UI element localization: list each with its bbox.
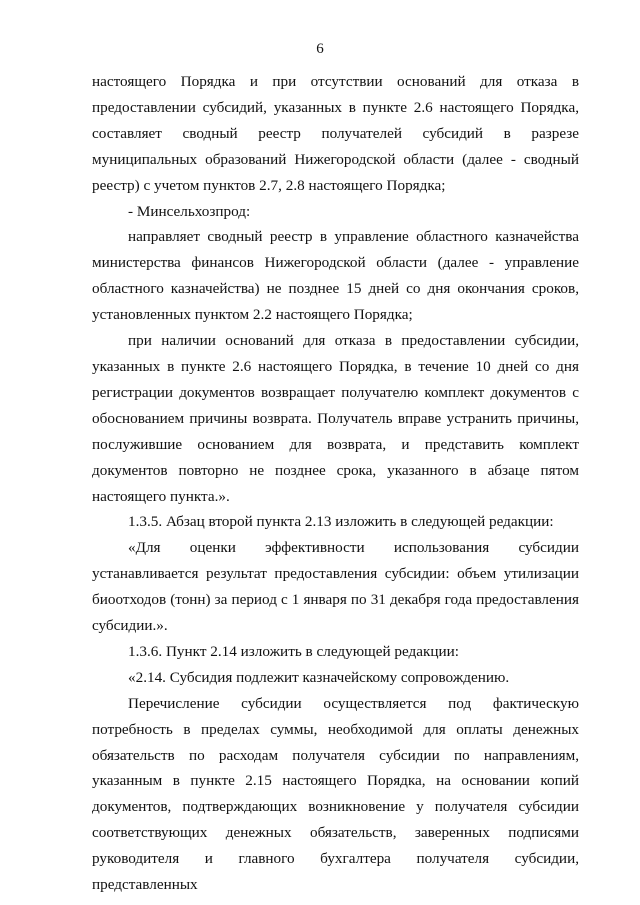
paragraph-9: Перечисление субсидии осуществляется под фактическую потребность в пределах суммы, необходимой для оплаты денежных обязательств по расходам получателя субсидии по направлениям, указанным в пункте 2.15 настоящего Порядка, на основании копий документов, подтверждающих возникновение у получателя субсидии соответствующих денежных обязательств, заверенных подписями руководителя и главного бухгалтера получателя субсидии, представленных <box>92 694 579 894</box>
paragraph-6: «Для оценки эффективности использования субсидии устанавливается результат предоставления субсидии: объем утилизации биоотходов (тонн) за период с 1 января по 31 декабря года предоставления субсидии.». <box>92 539 579 635</box>
paragraph-7: 1.3.6. Пункт 2.14 изложить в следующей редакции: <box>128 642 459 660</box>
page-number: 6 <box>316 41 324 57</box>
paragraph-8: «2.14. Субсидия подлежит казначейскому сопровождению. <box>128 668 510 686</box>
paragraph-2: - Минсельхозпрод: <box>128 202 251 220</box>
paragraph-5: 1.3.5. Абзац второй пункта 2.13 изложить в следующей редакции: <box>128 513 554 531</box>
paragraph-3: направляет сводный реестр в управление областного казначейства министерства финансов Нижегородской области (далее - управление областного казначейства) не позднее 15 дней со дня окончания сроков, установленных пунктом 2.2 настоящего Порядка; <box>92 228 579 324</box>
document-body <box>92 69 579 898</box>
paragraph-4: при наличии оснований для отказа в предоставлении субсидии, указанных в пункте 2.6 настоящего Порядка, в течение 10 дней со дня регистрации документов возвращает получателю комплект документов с обоснованием причины возврата. Получатель вправе устранить причины, послужившие основанием для возврата, и представить комплект документов повторно не позднее срока, указанного в абзаце пятом настоящего пункта.». <box>92 332 579 505</box>
paragraph-1: настоящего Порядка и при отсутствии оснований для отказа в предоставлении субсидий, указанных в пункте 2.6 настоящего Порядка, составляет сводный реестр получателей субсидий в разрезе муниципальных образований Нижегородской области (далее - сводный реестр) с учетом пунктов 2.7, 2.8 настоящего Порядка; <box>92 73 579 194</box>
